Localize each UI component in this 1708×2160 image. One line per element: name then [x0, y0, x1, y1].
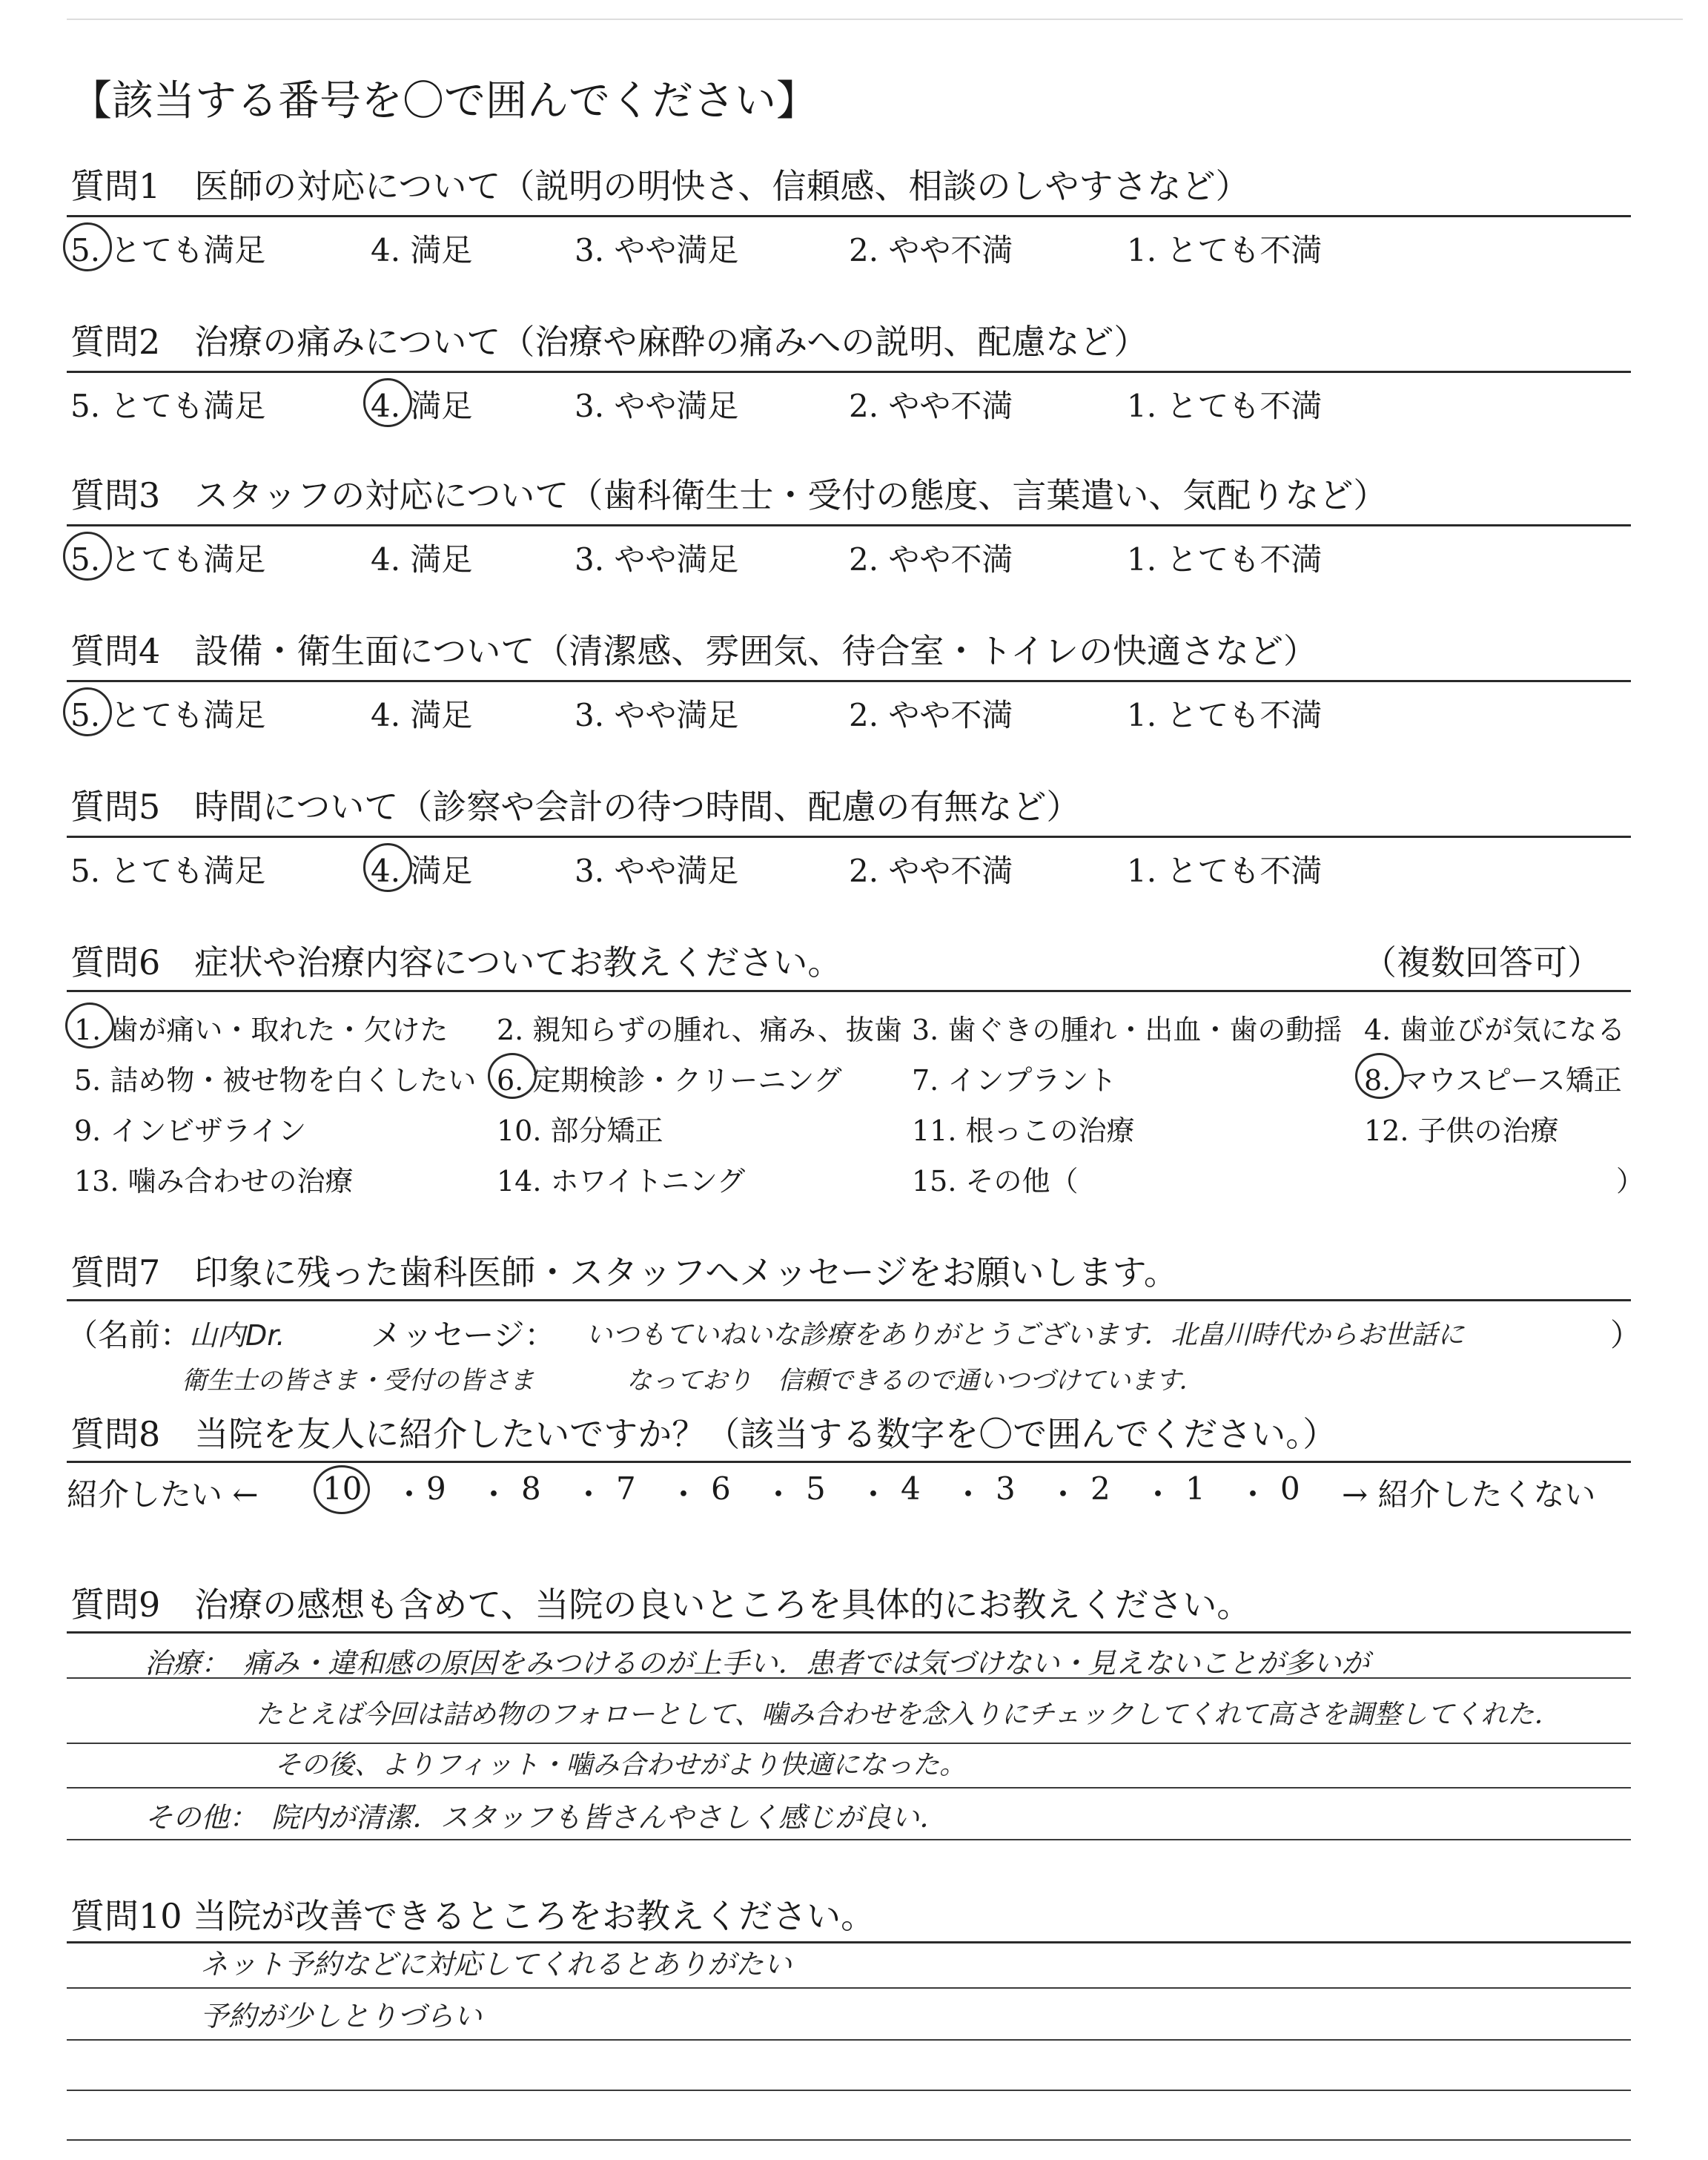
q6-option-10[interactable]: 10. 部分矯正 — [497, 1114, 663, 1147]
q7-message-label: メッセージ： — [371, 1317, 556, 1353]
q8-scale-10[interactable]: 10 — [322, 1470, 363, 1507]
q5-option-1[interactable]: 1. とても不満 — [1127, 853, 1323, 889]
q10-answer-line2: 予約が少しとりづらい — [200, 2000, 483, 2032]
q5-heading: 質問5 時間について（診察や会計の待つ時間、配慮の有無など） — [70, 787, 1081, 827]
q6-selection-circle — [65, 1003, 114, 1048]
q6-option-3[interactable]: 3. 歯ぐきの腫れ・出血・歯の動揺 — [912, 1014, 1343, 1046]
q7-message-line2: なっており 信頼できるので通いつづけています． — [626, 1366, 1205, 1396]
q8-scale-separator: ・ — [394, 1476, 426, 1513]
q3-selection-circle — [63, 532, 112, 581]
q8-scale-separator: ・ — [478, 1476, 510, 1513]
q2-option-1[interactable]: 1. とても不満 — [1127, 388, 1323, 424]
q9-answer-line3: その後、よりフィット・噛み合わせがより快適になった。 — [274, 1750, 967, 1780]
q1-option-5[interactable]: 5. とても満足 — [70, 232, 266, 268]
q8-right-label: → 紹介したくない — [1342, 1476, 1596, 1513]
q8-rule — [67, 1461, 1631, 1463]
q6-option-2[interactable]: 2. 親知らずの腫れ、痛み、抜歯 — [497, 1014, 902, 1046]
q6-option-5[interactable]: 5. 詰め物・被せ物を白くしたい — [74, 1064, 477, 1097]
q2-option-5[interactable]: 5. とても満足 — [70, 388, 266, 424]
q8-scale-separator: ・ — [668, 1476, 700, 1513]
q3-option-2[interactable]: 2. やや不満 — [849, 541, 1013, 578]
q10-line-4 — [67, 2139, 1631, 2141]
q10-line-2 — [67, 2039, 1631, 2041]
q9-line-4 — [67, 1839, 1631, 1840]
q3-option-4[interactable]: 4. 満足 — [371, 541, 473, 578]
q6-option-1[interactable]: 1. 歯が痛い・取れた・欠けた — [74, 1014, 448, 1046]
q4-selection-circle — [63, 687, 112, 736]
q3-rule — [67, 524, 1631, 526]
q3-option-5[interactable]: 5. とても満足 — [70, 541, 266, 578]
q6-option-11[interactable]: 11. 根っこの治療 — [912, 1114, 1135, 1147]
q6-option-12[interactable]: 12. 子供の治療 — [1364, 1114, 1559, 1147]
q1-option-4[interactable]: 4. 満足 — [371, 232, 473, 268]
q6-option-13[interactable]: 13. 噛み合わせの治療 — [74, 1165, 354, 1198]
q7-heading: 質問7 印象に残った歯科医師・スタッフへメッセージをお願いします。 — [70, 1252, 1178, 1292]
q8-scale-separator: ・ — [763, 1476, 795, 1513]
q6-option-14[interactable]: 14. ホワイトニング — [497, 1165, 746, 1198]
q6-option-15[interactable]: 15. その他（ — [912, 1165, 1079, 1198]
q4-option-4[interactable]: 4. 満足 — [371, 697, 473, 733]
q2-rule — [67, 371, 1631, 373]
q6-option-7[interactable]: 7. インプラント — [912, 1064, 1117, 1097]
q8-scale-separator: ・ — [858, 1476, 890, 1513]
q6-option-9[interactable]: 9. インビザライン — [74, 1114, 307, 1147]
q7-message-line1: いつもていねいな診療をありがとうございます．北畠川時代からお世話に — [586, 1320, 1465, 1350]
q1-option-1[interactable]: 1. とても不満 — [1127, 232, 1323, 268]
q5-option-3[interactable]: 3. やや満足 — [575, 853, 739, 889]
q6-other-close-paren: ） — [1616, 1165, 1645, 1198]
q5-option-5[interactable]: 5. とても満足 — [70, 853, 266, 889]
top-edge-line — [67, 19, 1683, 20]
q8-scale-6[interactable]: 6 — [711, 1470, 731, 1507]
q7-name-label: （名前： — [67, 1317, 192, 1353]
q8-scale-separator: ・ — [1142, 1476, 1174, 1513]
q8-scale-0[interactable]: 0 — [1280, 1470, 1300, 1507]
q4-option-2[interactable]: 2. やや不満 — [849, 697, 1013, 733]
q1-option-3[interactable]: 3. やや満足 — [575, 232, 739, 268]
q2-option-2[interactable]: 2. やや不満 — [849, 388, 1013, 424]
q5-selection-circle — [363, 843, 412, 892]
q4-option-5[interactable]: 5. とても満足 — [70, 697, 266, 733]
q7-rule — [67, 1299, 1631, 1301]
q9-line-3 — [67, 1787, 1631, 1789]
q4-option-1[interactable]: 1. とても不満 — [1127, 697, 1323, 733]
q5-option-2[interactable]: 2. やや不満 — [849, 853, 1013, 889]
q8-scale-1[interactable]: 1 — [1185, 1470, 1205, 1507]
q9-answer-line2: たとえば今回は詰め物のフォローとして、噛み合わせを念入りにチェックしてくれて高さを調整してくれた． — [256, 1700, 1561, 1730]
q6-option-4[interactable]: 4. 歯並びが気になる — [1364, 1014, 1626, 1046]
q7-name-line2: 衛生士の皆さま・受付の皆さま — [182, 1366, 534, 1396]
q10-answer-line1: ネット予約などに対応してくれるとありがたい — [200, 1948, 792, 1981]
q1-selection-circle — [63, 222, 112, 271]
q2-selection-circle — [363, 378, 412, 427]
q4-heading: 質問4 設備・衛生面について（清潔感、雰囲気、待合室・トイレの快適さなど） — [70, 631, 1318, 671]
q8-scale-separator: ・ — [573, 1476, 605, 1513]
q8-scale-2[interactable]: 2 — [1090, 1470, 1110, 1507]
q3-heading: 質問3 スタッフの対応について（歯科衛生士・受付の態度、言葉遣い、気配りなど） — [70, 475, 1388, 515]
q4-rule — [67, 680, 1631, 682]
q5-option-4[interactable]: 4. 満足 — [371, 853, 473, 889]
q8-scale-7[interactable]: 7 — [616, 1470, 636, 1507]
q10-line-1 — [67, 1987, 1631, 1989]
q8-scale-separator: ・ — [1047, 1476, 1079, 1513]
q1-option-2[interactable]: 2. やや不満 — [849, 232, 1013, 268]
q10-line-3 — [67, 2090, 1631, 2091]
q5-rule — [67, 836, 1631, 838]
q2-heading: 質問2 治療の痛みについて（治療や麻酔の痛みへの説明、配慮など） — [70, 322, 1148, 362]
q6-selection-circle — [488, 1053, 537, 1099]
q8-scale-5[interactable]: 5 — [806, 1470, 826, 1507]
q3-option-3[interactable]: 3. やや満足 — [575, 541, 739, 578]
q8-heading: 質問8 当院を友人に紹介したいですか？（該当する数字を〇で囲んでください。） — [70, 1414, 1337, 1454]
q7-name-value: 山内Dr. — [189, 1319, 285, 1352]
q8-scale-separator: ・ — [953, 1476, 984, 1513]
q6-selection-circle — [1355, 1053, 1404, 1099]
q6-multiple-note: （複数回答可） — [1363, 942, 1601, 982]
q9-rule — [67, 1631, 1631, 1634]
q2-option-3[interactable]: 3. やや満足 — [575, 388, 739, 424]
q3-option-1[interactable]: 1. とても不満 — [1127, 541, 1323, 578]
q8-scale-8[interactable]: 8 — [521, 1470, 541, 1507]
q6-rule — [67, 990, 1631, 992]
q8-selection-circle — [314, 1465, 370, 1514]
q1-rule — [67, 215, 1631, 217]
page-title: 【該当する番号を〇で囲んでください】 — [70, 77, 818, 125]
q8-scale-3[interactable]: 3 — [996, 1470, 1016, 1507]
q6-option-8[interactable]: 8. マウスピース矯正 — [1364, 1064, 1622, 1097]
q6-option-6[interactable]: 6. 定期検診・クリーニング — [497, 1064, 842, 1097]
q8-scale-4[interactable]: 4 — [901, 1470, 921, 1507]
q9-answer-line1: 治療： 痛み・違和感の原因をみつけるのが上手い．患者では気づけない・見えないことが多いが — [145, 1647, 1370, 1680]
q8-left-label: 紹介したい ← — [67, 1476, 259, 1513]
q6-heading: 質問6 症状や治療内容についてお教えください。 — [70, 942, 842, 982]
q7-close-paren: ） — [1610, 1317, 1642, 1353]
q2-option-4[interactable]: 4. 満足 — [371, 388, 473, 424]
q9-answer-line4: その他： 院内が清潔．スタッフも皆さんやさしく感じが良い． — [145, 1801, 948, 1834]
q4-option-3[interactable]: 3. やや満足 — [575, 697, 739, 733]
q8-scale-separator: ・ — [1237, 1476, 1269, 1513]
q10-heading: 質問10 当院が改善できるところをお教えください。 — [70, 1896, 875, 1936]
q8-scale-9[interactable]: 9 — [426, 1470, 446, 1507]
q1-heading: 質問1 医師の対応について（説明の明快さ、信頼感、相談のしやすさなど） — [70, 166, 1250, 206]
q9-heading: 質問9 治療の感想も含めて、当院の良いところを具体的にお教えください。 — [70, 1585, 1251, 1625]
